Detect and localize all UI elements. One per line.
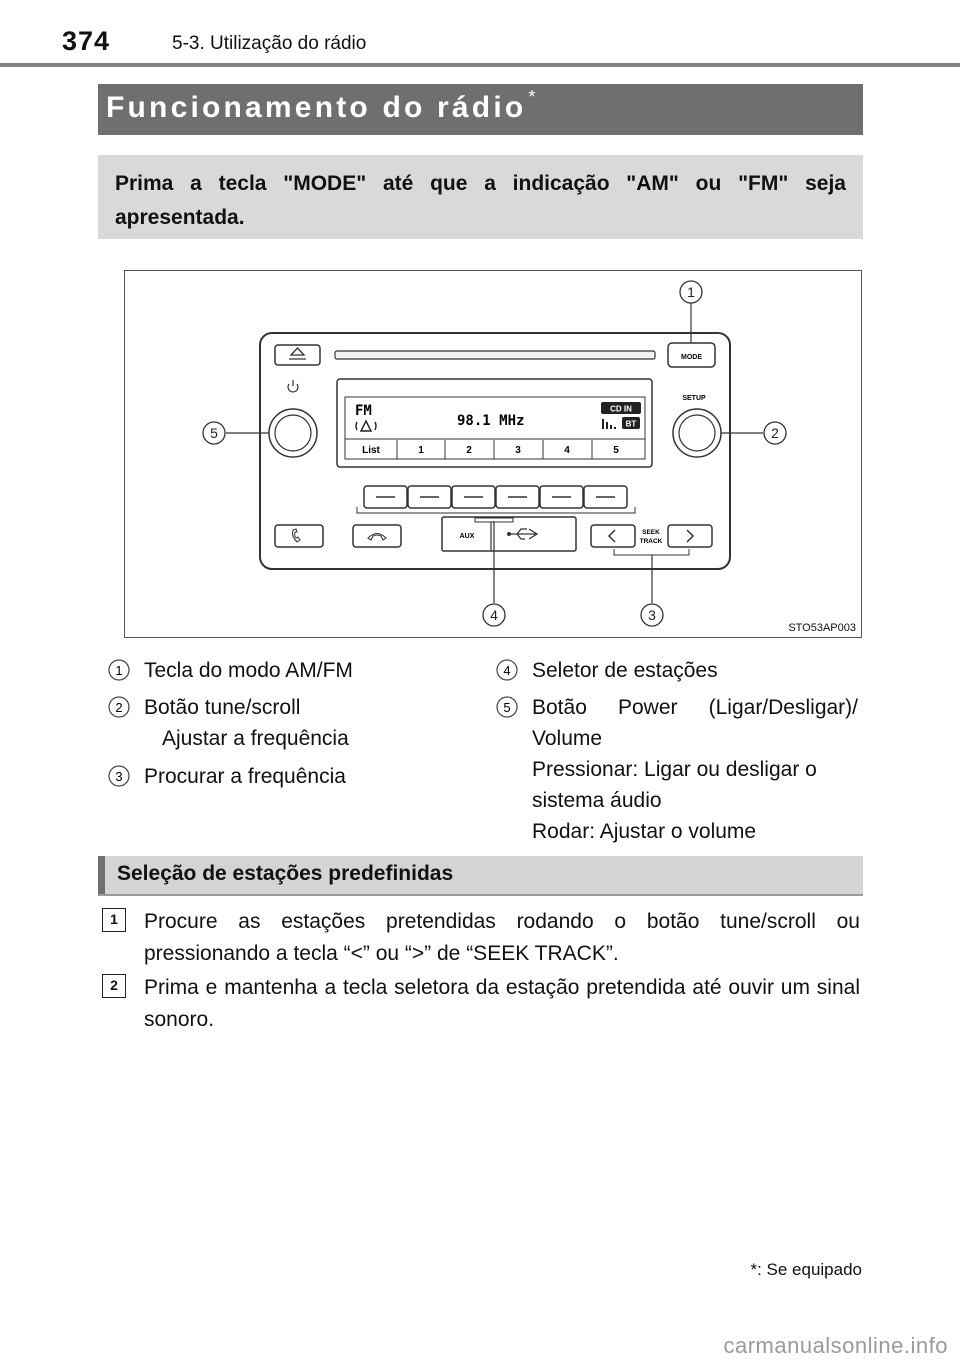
step-text: Procure as estações pretendidas rodando o botão tune/scroll ou pressionando a tecla “<” ou “>” de “SEEK TRACK”. xyxy=(144,910,860,965)
seek-back-button xyxy=(591,525,635,547)
callout-item xyxy=(496,655,858,686)
svg-text:2: 2 xyxy=(115,700,123,715)
callout-subtext: Rodar: Ajustar o volume xyxy=(532,820,757,843)
callout-number-icon xyxy=(496,696,518,718)
callout-text: Procurar a frequência xyxy=(144,765,346,788)
mode-label: MODE xyxy=(681,354,702,361)
section-title-text: Funcionamento do rádio xyxy=(106,91,527,124)
step-item xyxy=(102,906,860,970)
callout-item xyxy=(108,761,458,792)
section-title-bar xyxy=(98,84,863,135)
display-frequency: 98.1 MHz xyxy=(457,413,525,429)
subsection-title: Seleção de estações predefinidas xyxy=(117,862,454,885)
seek-forward-button xyxy=(668,525,712,547)
preset-label: 2 xyxy=(466,445,472,456)
footnote-text: : Se equipado xyxy=(757,1260,862,1279)
header-divider xyxy=(0,63,960,67)
step-text: Prima e mantenha a tecla seletora da estação pretendida até ouvir um sinal sonoro. xyxy=(144,976,860,1031)
preset-buttons xyxy=(364,486,627,508)
footnote-mark: * xyxy=(750,1260,758,1279)
callout-item xyxy=(496,692,858,847)
watermark: carmanualsonline.info xyxy=(723,1333,948,1358)
phone-hangup-button xyxy=(353,525,401,547)
setup-label: SETUP xyxy=(682,395,706,402)
intro-box xyxy=(98,155,863,239)
callout-item xyxy=(108,655,458,686)
step-number-badge: 1 xyxy=(102,908,126,932)
preset-label: List xyxy=(362,445,380,456)
cd-in-label: CD IN xyxy=(610,404,632,414)
callout-number-icon xyxy=(496,659,518,681)
callout-num: 1 xyxy=(687,284,695,300)
section-title xyxy=(106,87,539,125)
callout-number-icon xyxy=(108,765,130,787)
display-band: FM xyxy=(355,403,372,419)
preset-label: 1 xyxy=(418,445,424,456)
preset-label: 3 xyxy=(515,445,521,456)
radio-figure xyxy=(124,270,862,638)
callout-item xyxy=(108,692,458,754)
callout-num: 4 xyxy=(490,607,498,623)
intro-text: Prima a tecla "MODE" até que a indicação "AM" ou "FM" seja apresentada. xyxy=(115,172,846,229)
bt-label: BT xyxy=(625,419,637,429)
callout-subtext: Ajustar a frequência xyxy=(162,727,349,750)
preset-label: 4 xyxy=(564,445,570,456)
callout-text: Tecla do modo AM/FM xyxy=(144,659,353,682)
svg-text:5: 5 xyxy=(503,700,511,715)
callout-subtext: Pressionar: Ligar ou desligar o sistema áudio xyxy=(532,758,817,812)
svg-text:4: 4 xyxy=(503,663,511,678)
svg-text:3: 3 xyxy=(115,769,123,784)
aux-label: AUX xyxy=(459,533,475,540)
section-breadcrumb: 5-3. Utilização do rádio xyxy=(172,33,367,54)
callout-text: Seletor de estações xyxy=(532,659,718,682)
subsection-divider xyxy=(98,894,863,896)
page-number: 374 xyxy=(62,26,111,56)
track-label: TRACK xyxy=(639,538,663,545)
callout-num: 2 xyxy=(771,425,779,441)
subsection-title-bar xyxy=(98,856,863,894)
footnote xyxy=(750,1260,862,1280)
seek-label: SEEK xyxy=(642,529,660,536)
preset-label: 5 xyxy=(613,445,619,456)
callout-number-icon xyxy=(108,659,130,681)
cd-slot xyxy=(335,351,655,359)
callout-number-icon xyxy=(108,696,130,718)
callout-text: Botão Power (Ligar/Desligar)/ Volume xyxy=(532,696,858,750)
callout-num: 3 xyxy=(648,607,656,623)
figure-code: STO53AP003 xyxy=(788,622,856,634)
callout-text: Botão tune/scroll xyxy=(144,696,301,719)
step-item xyxy=(102,972,860,1036)
phone-pickup-button xyxy=(275,525,323,547)
radio-illustration xyxy=(125,271,861,637)
asterisk-mark: * xyxy=(528,87,539,107)
step-number-badge: 2 xyxy=(102,974,126,998)
svg-text:1: 1 xyxy=(115,663,123,678)
callout-num: 5 xyxy=(210,425,218,441)
